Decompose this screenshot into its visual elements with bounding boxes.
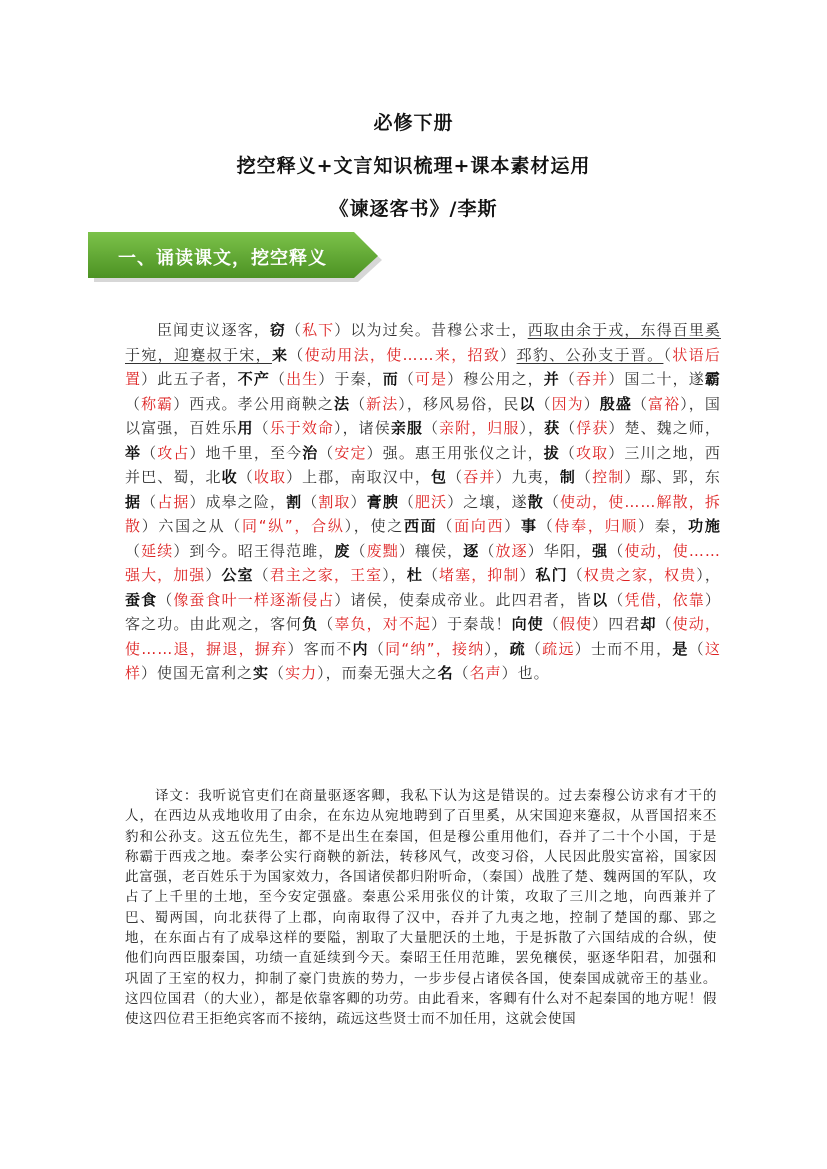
annotation: 使动用法，使……来，招致 <box>304 345 501 364</box>
text-title-author: 《谏逐客书》/李斯 <box>329 198 498 220</box>
annotation: 安定 <box>334 443 367 462</box>
passage-text: ），使之 <box>344 517 404 535</box>
passage-text: （ <box>422 566 440 584</box>
passage-text: ）之壤，遂 <box>447 492 528 511</box>
document-subtitle: 必修下册 <box>373 112 454 134</box>
annotation: 割取 <box>318 492 351 511</box>
annotation: 君主之家，王室 <box>269 566 383 584</box>
keyword: 废 <box>334 541 351 560</box>
passage-text: （ <box>537 517 555 535</box>
keyword: 事 <box>520 517 538 535</box>
keyword: 向使 <box>511 615 544 633</box>
annotation: 占据 <box>157 492 190 511</box>
passage-text: ）国二十，遂 <box>608 370 705 388</box>
annotation: 权贵之家，权贵 <box>583 566 697 584</box>
annotation: 假使 <box>559 615 593 633</box>
passage-text: ），国以富强，百姓乐 <box>125 394 721 437</box>
keyword: 是 <box>672 639 689 658</box>
passage-text: （ <box>656 615 673 633</box>
keyword: 强 <box>592 541 609 560</box>
passage-text: ）， <box>382 566 407 584</box>
passage-text: ）成皋之险， <box>189 492 287 511</box>
annotation: 出生 <box>286 370 319 388</box>
passage-text: （ <box>125 541 142 560</box>
annotation: 收取 <box>253 468 287 486</box>
annotation: 这样 <box>125 639 721 682</box>
passage-text: ），诸侯 <box>334 419 391 437</box>
passage-text: ） <box>350 492 367 511</box>
passage-text: ）西戎。孝公用商鞅之 <box>173 394 334 413</box>
annotation: 称霸 <box>141 394 174 413</box>
keyword: 用 <box>237 419 254 437</box>
passage-text: （ <box>567 566 584 584</box>
passage-text: ）， <box>519 419 545 437</box>
annotation: 亲附，归服 <box>439 419 520 437</box>
passage-text: ）华阳， <box>527 541 593 560</box>
passage-text: ）上郡，南取汉中， <box>286 468 432 486</box>
passage-text: ）于秦， <box>318 370 383 388</box>
keyword: 法 <box>333 394 351 413</box>
annotation: 使动，使……退，摒退，摒弃 <box>125 615 721 658</box>
classical-text-passage <box>125 318 721 686</box>
annotation: 放逐 <box>495 541 528 560</box>
annotation: 同“纳”，接纳 <box>385 639 485 658</box>
annotation: 攻占 <box>157 443 190 462</box>
passage-text: ）此五子者， <box>141 370 238 388</box>
passage-text: （ <box>543 615 560 633</box>
passage-text: ）穆公用之， <box>447 370 544 388</box>
passage-text: ） <box>504 517 521 535</box>
keyword: 治 <box>302 443 319 462</box>
passage-text: （ <box>285 321 303 339</box>
annotation: 辜负，对不起 <box>334 615 432 633</box>
keyword: 举 <box>125 443 142 462</box>
passage-text: （ <box>447 468 464 486</box>
keyword: 名 <box>437 664 454 682</box>
annotation: 堵塞，抑制 <box>439 566 520 584</box>
passage-text: （ <box>269 370 287 388</box>
passage-text: ）使国无富利之 <box>141 664 254 682</box>
passage-text: （ <box>368 639 386 658</box>
underlined-text: 邳豹、公孙支于晋。 <box>516 345 664 364</box>
keyword: 内 <box>352 639 369 658</box>
annotation: 状语后置 <box>125 345 721 388</box>
passage-text: ）鄢、郢，东 <box>624 468 721 486</box>
keyword: 制 <box>559 468 577 486</box>
passage-text: ）地千里，至今 <box>189 443 303 462</box>
passage-text: （ <box>157 590 174 609</box>
passage-text: （ <box>398 370 415 388</box>
passage-text: ）楚、魏之师， <box>608 419 721 437</box>
annotation: 像蚕食叶一样逐渐侵占 <box>173 590 335 609</box>
passage-text: （ <box>237 468 254 486</box>
keyword: 并 <box>543 370 560 388</box>
keyword: 西面 <box>403 517 438 535</box>
passage-text: （ <box>288 345 305 364</box>
passage-text: ）九夷， <box>495 468 560 486</box>
passage-text: （ <box>318 615 335 633</box>
passage-text: （ <box>525 639 543 658</box>
keyword: 窃 <box>269 321 286 339</box>
document-title: 挖空释义+文言知识梳理+课本素材运用 <box>236 155 591 177</box>
passage-text: （ <box>663 345 673 364</box>
passage-text: （ <box>453 664 470 682</box>
passage-text: （ <box>559 370 577 388</box>
passage-text: ）， <box>696 566 721 584</box>
passage-text: 臣闻吏议逐客， <box>157 321 270 339</box>
keyword: 功施 <box>688 517 721 535</box>
keyword: 割 <box>286 492 303 511</box>
annotation: 因为 <box>551 394 584 413</box>
annotation: 乐于效命 <box>269 419 334 437</box>
passage-text: （ <box>141 443 158 462</box>
underlined-text: 西取由余于戎，东得百里奚于宛，迎蹇叔于宋， <box>125 321 721 364</box>
annotation: 名声 <box>469 664 502 682</box>
annotation: 控制 <box>592 468 625 486</box>
annotation: 吞并 <box>576 370 609 388</box>
annotation: 实力 <box>285 664 318 682</box>
passage-text: ） <box>519 566 536 584</box>
keyword: 霸 <box>704 370 721 388</box>
keyword: 殷盛 <box>599 394 632 413</box>
passage-text: （ <box>631 394 649 413</box>
keyword: 获 <box>544 419 561 437</box>
passage-text: （ <box>253 419 270 437</box>
passage-text: ） <box>583 394 600 413</box>
keyword: 拔 <box>543 443 560 462</box>
keyword: 膏腴 <box>366 492 399 511</box>
passage-text: （ <box>608 541 625 560</box>
keyword: 据 <box>125 492 142 511</box>
keyword: 实 <box>253 664 270 682</box>
passage-text: ）以为过矣。昔穆公求士， <box>334 321 528 339</box>
annotation: 同“纵”，合纵 <box>242 517 345 535</box>
passage-text: ）秦， <box>638 517 689 535</box>
keyword: 亲服 <box>390 419 423 437</box>
passage-text: ）穰侯， <box>398 541 464 560</box>
passage-text: （ <box>479 541 496 560</box>
passage-text: （ <box>398 492 415 511</box>
passage-text: ）士而不用， <box>574 639 673 658</box>
passage-text: （ <box>608 590 625 609</box>
passage-text: ）， <box>484 639 510 658</box>
keyword: 收 <box>221 468 238 486</box>
passage-text: （ <box>253 566 270 584</box>
passage-text: （ <box>535 394 552 413</box>
keyword: 公室 <box>221 566 254 584</box>
annotation: 使动，使……强大，加强 <box>125 541 721 584</box>
keyword: 不产 <box>237 370 270 388</box>
passage-text: ）到今。昭王得范雎， <box>173 541 335 560</box>
passage-text: （ <box>576 468 593 486</box>
passage-text: （ <box>543 492 560 511</box>
keyword: 散 <box>527 492 544 511</box>
annotation: 疏远 <box>542 639 575 658</box>
keyword: 私门 <box>535 566 568 584</box>
annotation: 废黜 <box>366 541 399 560</box>
passage-text: ）三川之地，西并巴、蜀，北 <box>125 443 721 486</box>
section-banner <box>88 232 384 282</box>
passage-text: （ <box>688 639 705 658</box>
passage-text: （ <box>350 394 367 413</box>
keyword: 来 <box>271 345 289 364</box>
section-title: 一、诵读课文，挖空释义 <box>118 248 327 269</box>
passage-text: ）四君 <box>592 615 641 633</box>
passage-text: ）客之功。由此观之，客何 <box>125 590 721 633</box>
keyword: 负 <box>302 615 319 633</box>
annotation: 富裕 <box>648 394 681 413</box>
passage-text: ） <box>500 345 517 364</box>
passage-text: ）也。 <box>501 664 550 682</box>
keyword: 杜 <box>406 566 423 584</box>
passage-text: ），而秦无强大之 <box>317 664 438 682</box>
passage-text: （ <box>141 492 158 511</box>
annotation: 延续 <box>141 541 174 560</box>
annotation: 吞并 <box>463 468 496 486</box>
passage-text: ）诸侯，使秦成帝业。此四君者，皆 <box>334 590 593 609</box>
annotation: 肥沃 <box>414 492 448 511</box>
passage-text: （ <box>318 443 335 462</box>
keyword: 疏 <box>509 639 526 658</box>
passage-text: （ <box>422 419 440 437</box>
passage-text: （ <box>350 541 367 560</box>
passage-text: ）于秦哉！ <box>431 615 512 633</box>
translation-paragraph: 译文：我听说官吏们在商量驱逐客卿，我私下认为这是错误的。过去秦穆公访求有才干的人，在西边从戎地收用了由余，在东边从宛地聘到了百里奚，从宋国迎来蹇叔，从晋国招来丕豹和公孙支。这五位先生，都不是出生在秦国，但是穆公重用他们，吞并了二十个小国，于是称霸于西戎之地。秦孝公实行商鞅的新法，转移风气，改变习俗，人民因此殷实富裕，国家因此富强，老百姓乐于为国家效力，各国诸侯都归附听命，（秦国）战胜了楚、魏两国的军队，攻占了上千里的土地，至今安定强盛。秦惠公采用张仪的计策，攻取了三川之地，向西兼并了巴、蜀两国，向北获得了上郡，向南取得了汉中，吞并了九夷之地，控制了楚国的鄢、郢之地，在东面占有了成皋这样的要隘，割取了大量肥沃的土地，于是拆散了六国结成的合纵，使他们向西臣服秦国，功绩一直延续到今天。秦昭王任用范雎，罢免穰侯，驱逐华阳君，加强和巩固了王室的权力，抑制了豪门贵族的势力，一步步侵占诸侯各国，使秦国成就帝王的基业。这四位国君（的大业），都是依靠客卿的功劳。由此看来，客卿有什么对不起秦国的地方呢！假使这四位君王拒绝宾客而不接纳，疏远这些贤士而不加任用，这就会使国 <box>125 788 717 1028</box>
passage-text: ） <box>205 566 222 584</box>
annotation: 可是 <box>414 370 448 388</box>
passage-text: （ <box>560 419 577 437</box>
keyword: 而 <box>382 370 399 388</box>
annotation: 凭借，依靠 <box>624 590 705 609</box>
passage-text: （ <box>302 492 319 511</box>
passage-text: ），移风易俗，民 <box>398 394 520 413</box>
passage-text: ）客而不 <box>287 639 353 658</box>
passage-text: （ <box>125 394 142 413</box>
passage-text: （ <box>437 517 455 535</box>
keyword: 却 <box>640 615 657 633</box>
passage-text: ）强。惠王用张仪之计， <box>366 443 544 462</box>
keyword: 以 <box>519 394 536 413</box>
keyword: 以 <box>592 590 609 609</box>
annotation: 使动，使……解散，拆散 <box>125 492 721 535</box>
keyword: 逐 <box>463 541 480 560</box>
keyword: 包 <box>431 468 448 486</box>
passage-text: （ <box>559 443 577 462</box>
annotation: 攻取 <box>576 443 609 462</box>
annotation: 私下 <box>302 321 335 339</box>
passage-text: ）六国之从（ <box>141 517 243 535</box>
annotation: 侍奉，归顺 <box>554 517 639 535</box>
annotation: 面向西 <box>454 517 505 535</box>
annotation: 俘获 <box>576 419 609 437</box>
passage-text: （ <box>269 664 286 682</box>
keyword: 蚕食 <box>125 590 158 609</box>
annotation: 新法 <box>366 394 399 413</box>
